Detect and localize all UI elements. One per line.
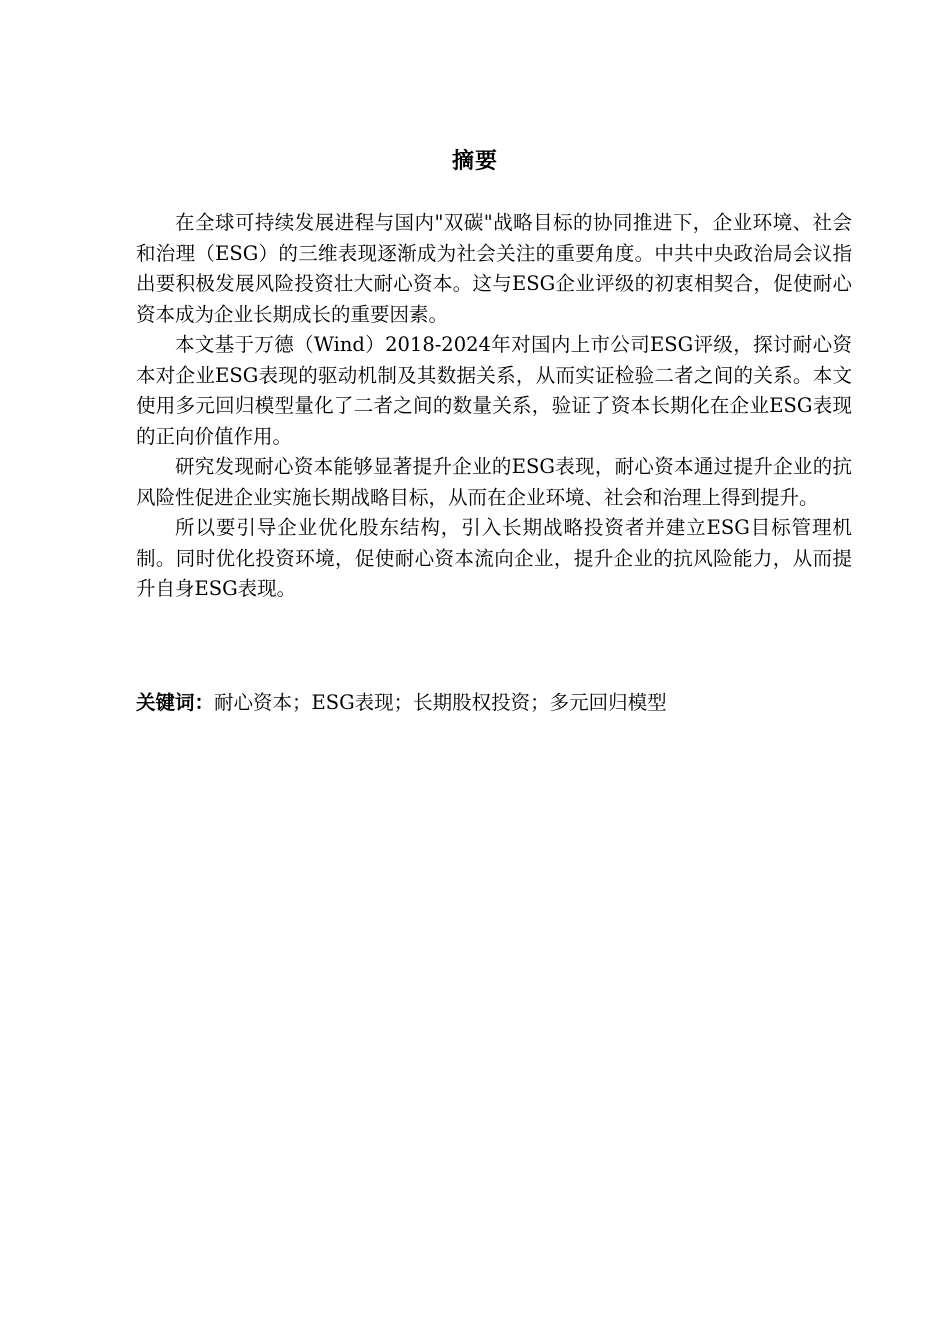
keywords-text: 耐心资本；ESG表现；长期股权投资；多元回归模型 (214, 691, 667, 714)
keywords-label: 关键词： (136, 691, 215, 714)
abstract-title: 摘要 (451, 149, 498, 174)
abstract-paragraph-2: 本文基于万德（Wind）2018-2024年对国内上市公司ESG评级，探讨耐心资本对企业ESG表现的驱动机制及其数据关系，从而实证检验二者之间的关系。本文使用多元回归模型量化了二者之间的数量关系，验证了资本长期化在企业ESG表现的正向价值作用。 (136, 333, 852, 448)
abstract-body (136, 208, 852, 605)
keywords-line (136, 688, 852, 718)
abstract-paragraph-3: 研究发现耐心资本能够显著提升企业的ESG表现，耐心资本通过提升企业的抗风险性促进企业实施长期战略目标，从而在企业环境、社会和治理上得到提升。 (136, 455, 852, 509)
abstract-paragraph-4: 所以要引导企业优化股东结构，引入长期战略投资者并建立ESG目标管理机制。同时优化投资环境，促使耐心资本流向企业，提升企业的抗风险能力，从而提升自身ESG表现。 (136, 516, 852, 600)
abstract-paragraph-1: 在全球可持续发展进程与国内"双碳"战略目标的协同推进下，企业环境、社会和治理（ESG）的三维表现逐渐成为社会关注的重要角度。中共中央政治局会议指出要积极发展风险投资壮大耐心资本。这与ESG企业评级的初衷相契合，促使耐心资本成为企业长期成长的重要因素。 (136, 211, 852, 326)
